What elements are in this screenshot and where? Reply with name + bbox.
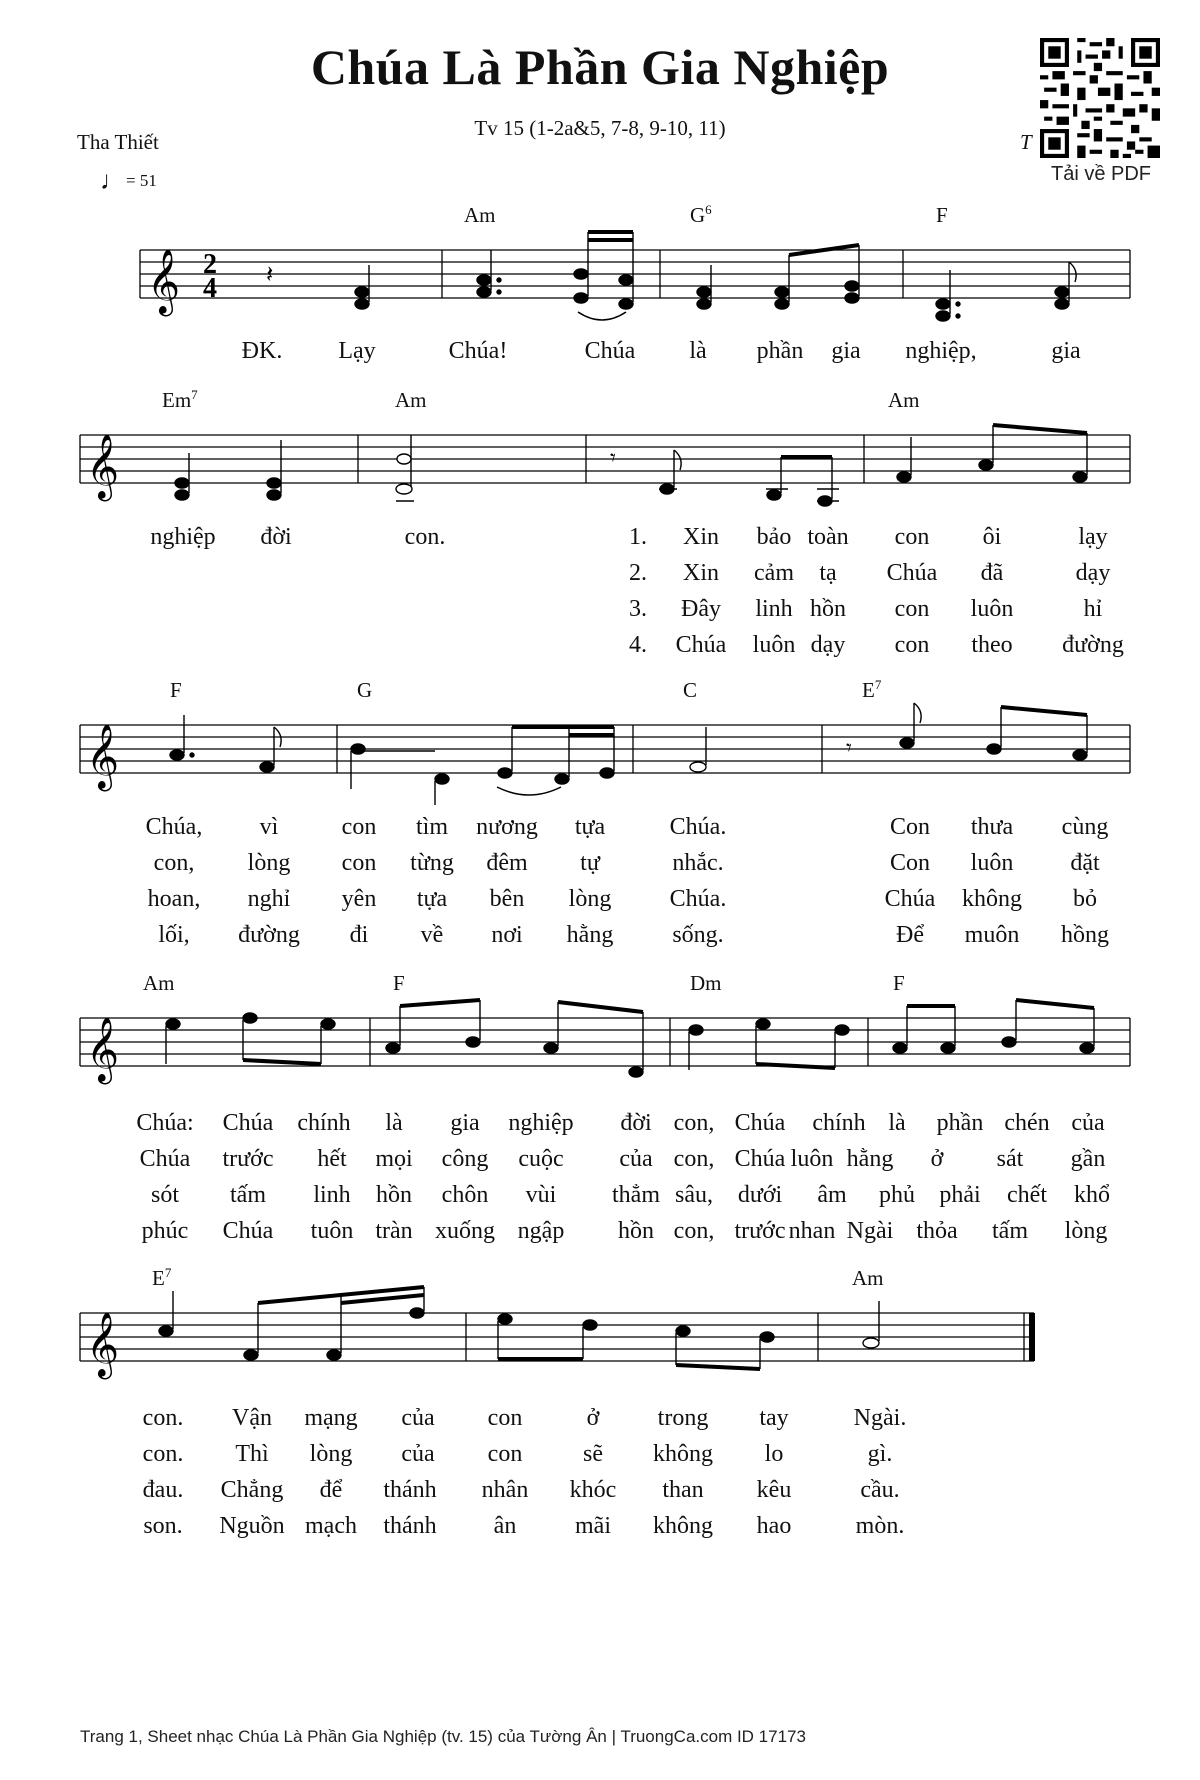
chord-symbol: $G^6$ [690, 202, 712, 227]
lyric-word: Chúa [222, 1110, 274, 1136]
lyric-word: thỏa [916, 1218, 958, 1244]
lyric-word: kêu [756, 1477, 792, 1503]
lyric-word: cầu. [860, 1477, 900, 1503]
lyric-word: theo [971, 632, 1013, 658]
lyric-word: của [619, 1146, 653, 1172]
eighth-rest-icon: 𝄾 [610, 446, 616, 471]
lyric-word: hằng [846, 1146, 894, 1172]
lyric-word: muôn [964, 922, 1020, 948]
lyric-word: con [894, 596, 930, 622]
lyric-word: vùi [525, 1182, 557, 1208]
lyric-word: phủ [879, 1182, 915, 1208]
lyric-word: tạ [819, 560, 837, 586]
lyric-word: Đây [681, 596, 721, 622]
lyric-word: hồn [810, 596, 846, 622]
lyric-word: gì. [867, 1441, 893, 1467]
lyric-word: xuống [435, 1218, 495, 1244]
lyric-word: luôn [970, 850, 1014, 876]
lyric-word: thưa [970, 814, 1014, 840]
chord-symbol: F [393, 971, 405, 995]
lyric-word: Thì [235, 1441, 269, 1467]
lyric-word: con, [153, 850, 195, 876]
lyric-word: trước [734, 1218, 786, 1244]
lyric-word: Con [889, 814, 931, 840]
lyric-word: từng [410, 850, 454, 876]
chord-symbol: C [683, 678, 698, 702]
lyric-word: bảo [756, 524, 792, 550]
lyric-word: âm [817, 1182, 847, 1208]
lyric-word: con, [673, 1218, 715, 1244]
lyric-word: nghiệp [508, 1110, 574, 1136]
lyric-word: chôn [441, 1182, 489, 1208]
lyric-word: của [401, 1405, 435, 1431]
lyric-word: con [487, 1441, 523, 1467]
lyric-word: cảm [754, 560, 794, 586]
footer-separator: | [611, 1727, 621, 1746]
lyric-word: son. [143, 1513, 183, 1539]
tempo-marking [100, 166, 157, 196]
lyric-word: sát [996, 1146, 1024, 1172]
lyric-word: không [962, 886, 1022, 912]
lyric-word: lòng [247, 850, 291, 876]
lyric-word: Chúa! [448, 338, 508, 364]
lyric-word: Chúa [584, 338, 636, 364]
lyric-word: con [894, 632, 930, 658]
lyric-word: nghiệp [150, 524, 216, 550]
lyric-word: tựa [416, 886, 448, 912]
lyric-word: phần [756, 338, 804, 364]
lyric-word: con [341, 814, 377, 840]
lyric-word: hết [317, 1146, 347, 1172]
lyric-word: con. [404, 524, 446, 550]
page-footer [80, 1727, 806, 1747]
lyric-word: tay [759, 1405, 789, 1431]
lyric-word: lòng [568, 886, 612, 912]
lyric-word: nghiệp, [905, 338, 977, 364]
quarter-note-icon: ♩ [100, 166, 126, 195]
lyric-word: phần [936, 1110, 984, 1136]
lyric-word: chết [1007, 1182, 1047, 1208]
song-title: Chúa Là Phần Gia Nghiệp [310, 39, 890, 95]
lyric-word: nhan [788, 1218, 836, 1244]
lyric-word: đặt [1070, 850, 1100, 876]
lyric-word: phúc [141, 1218, 189, 1244]
lyric-word: linh [313, 1182, 351, 1208]
lyric-word: Xin [683, 524, 719, 550]
lyric-word: tựa [574, 814, 606, 840]
chord-symbol: F [170, 678, 182, 702]
style-marking: Tha Thiết [77, 130, 159, 154]
lyric-word: tự [580, 850, 600, 876]
lyric-word: Ngài [846, 1218, 894, 1244]
eighth-rest-icon: 𝄾 [846, 736, 852, 761]
lyric-word: Chúa. [669, 814, 727, 840]
lyric-word: của [401, 1441, 435, 1467]
chord-symbol: Am [888, 388, 920, 412]
lyric-word: lòng [309, 1441, 353, 1467]
chord-symbol: Am [464, 203, 496, 227]
lyric-word: lo [764, 1441, 784, 1467]
chord-symbol: G [357, 678, 373, 702]
lyric-word: Chúa [886, 560, 938, 586]
chord-symbol: Em$^7$ [162, 387, 198, 412]
treble-clef-icon: 𝄞 [147, 249, 181, 314]
lyric-word: hỉ [1083, 596, 1103, 622]
lyric-word: bên [489, 886, 525, 912]
qr-code-icon[interactable] [1040, 38, 1160, 158]
lyric-word: dạy [1075, 560, 1111, 586]
lyric-word: phải [939, 1182, 981, 1208]
lyric-word: Chúa [734, 1110, 786, 1136]
lyric-word: Vận [232, 1405, 272, 1431]
chord-symbol: F [936, 203, 948, 227]
lyric-word: Chúa [139, 1146, 191, 1172]
lyric-word: sâu, [675, 1182, 713, 1208]
lyric-word: trong [657, 1405, 709, 1431]
lyric-word: linh [755, 596, 793, 622]
lyric-word: vì [259, 814, 279, 840]
lyric-word: đi [349, 922, 369, 948]
lyric-word: mạch [305, 1513, 357, 1539]
tempo-value: = 51 [126, 171, 157, 190]
lyric-word: ôi [982, 524, 1002, 550]
lyric-word: tấm [992, 1218, 1028, 1244]
lyric-word: Con [889, 850, 931, 876]
lyric-word: nhân [481, 1477, 529, 1503]
lyric-word: luôn [790, 1146, 834, 1172]
lyric-word: đường [1062, 632, 1124, 658]
lyric-word: nghỉ [247, 886, 291, 912]
lyric-word: tìm [415, 814, 449, 840]
chord-symbol: $E^7$ [862, 677, 882, 702]
lyric-word: ở [930, 1146, 944, 1172]
psalm-reference: Tv 15 (1-2a&5, 7-8, 9-10, 11) [474, 116, 726, 140]
lyric-word: Xin [683, 560, 719, 586]
lyric-word: là [689, 338, 707, 364]
lyric-word: để [319, 1477, 343, 1503]
lyric-word: Chúa. [669, 886, 727, 912]
composer-partial: T [1020, 130, 1032, 154]
lyric-word: chén [1004, 1110, 1050, 1136]
lyric-word: Chúa [884, 886, 936, 912]
lyric-word: khóc [569, 1477, 617, 1503]
lyric-word: dạy [810, 632, 846, 658]
lyric-word: về [420, 922, 444, 948]
lyric-word: luôn [970, 596, 1014, 622]
lyric-word: ĐK. [241, 338, 283, 364]
lyric-word: Chúa, [145, 814, 203, 840]
lyric-word: tuôn [310, 1218, 354, 1244]
lyric-word: không [653, 1513, 713, 1539]
chord-symbol: Am [395, 388, 427, 412]
lyric-word: con. [142, 1441, 184, 1467]
lyric-word: tràn [375, 1218, 413, 1244]
lyric-word: luôn [752, 632, 796, 658]
staff-system-4 [0, 978, 1200, 1098]
chord-symbol: Dm [690, 971, 722, 995]
chord-symbol: Am [852, 1266, 884, 1290]
time-sig-bottom: 4 [203, 273, 217, 304]
lyric-word: lối, [158, 922, 190, 948]
staff-system-2 [0, 395, 1200, 515]
lyric-word: gần [1070, 1146, 1106, 1172]
lyric-word: hồn [376, 1182, 412, 1208]
lyric-word: gia [1051, 338, 1081, 364]
lyric-word: mọi [375, 1146, 413, 1172]
lyric-word: 1. [629, 524, 647, 550]
treble-clef-icon: 𝄞 [86, 724, 120, 789]
lyric-word: Chúa: [136, 1110, 194, 1136]
lyric-word: Chúa [222, 1218, 274, 1244]
lyric-word: đau. [142, 1477, 184, 1503]
lyric-word: con. [142, 1405, 184, 1431]
lyric-word: không [653, 1441, 713, 1467]
lyric-word: 3. [629, 596, 647, 622]
lyric-word: chính [812, 1110, 866, 1136]
lyric-word: gia [831, 338, 861, 364]
lyric-word: là [385, 1110, 403, 1136]
treble-clef-icon: 𝄞 [86, 1017, 120, 1082]
lyric-word: Ngài. [853, 1405, 907, 1431]
lyric-word: tấm [230, 1182, 266, 1208]
lyric-word: nhắc. [672, 850, 724, 876]
staff-system-1 [0, 210, 1200, 330]
lyric-word: con [341, 850, 377, 876]
lyric-word: sống. [672, 922, 724, 948]
lyric-word: khổ [1074, 1182, 1110, 1208]
lyric-word: con [894, 524, 930, 550]
staff-system-3 [0, 685, 1200, 805]
lyric-word: Chúa [675, 632, 727, 658]
lyric-word: Nguồn [219, 1513, 285, 1539]
treble-clef-icon: 𝄞 [86, 1312, 120, 1377]
lyric-word: bỏ [1073, 886, 1097, 912]
chord-symbol: $E^7$ [152, 1265, 172, 1290]
lyric-word: yên [341, 886, 377, 912]
lyric-word: toàn [807, 524, 849, 550]
lyric-word: đời [620, 1110, 652, 1136]
lyric-word: con, [673, 1146, 715, 1172]
lyric-word: mạng [304, 1405, 358, 1431]
lyric-word: Chẳng [220, 1477, 284, 1503]
lyric-word: nương [476, 814, 538, 840]
lyric-word: cuộc [518, 1146, 564, 1172]
lyric-word: hoan, [147, 886, 201, 912]
lyric-word: hồn [618, 1218, 654, 1244]
time-sig-top: 2 [203, 249, 217, 280]
lyric-word: than [662, 1477, 704, 1503]
lyric-word: Lạy [338, 338, 376, 364]
lyric-word: con [487, 1405, 523, 1431]
lyric-word: mãi [575, 1513, 611, 1539]
download-pdf-link[interactable]: Tải về PDF [1050, 163, 1152, 185]
lyric-word: ở [586, 1405, 600, 1431]
lyric-word: Chúa [734, 1146, 786, 1172]
lyric-word: sót [150, 1182, 180, 1208]
lyric-word: là [888, 1110, 906, 1136]
lyric-word: trước [222, 1146, 274, 1172]
chord-symbol: F [893, 971, 905, 995]
lyric-word: lòng [1064, 1218, 1108, 1244]
lyric-word: cùng [1061, 814, 1109, 840]
lyric-word: thánh [383, 1477, 437, 1503]
lyric-word: thẳm [612, 1182, 660, 1208]
lyric-word: chính [297, 1110, 351, 1136]
treble-clef-icon: 𝄞 [86, 434, 120, 499]
lyric-word: ân [493, 1513, 517, 1539]
final-barline [1029, 1313, 1035, 1361]
lyric-word: thánh [383, 1513, 437, 1539]
lyric-word: con, [673, 1110, 715, 1136]
lyric-word: 2. [629, 560, 647, 586]
lyric-word: đời [260, 524, 292, 550]
lyric-word: Để [896, 922, 924, 948]
quarter-rest-icon: 𝄽 [266, 260, 274, 288]
lyric-word: công [441, 1146, 489, 1172]
lyric-word: nơi [491, 922, 523, 948]
lyric-word: đêm [486, 850, 528, 876]
lyric-word: hồng [1061, 922, 1109, 948]
lyric-word: dưới [737, 1182, 783, 1208]
staff-system-5 [0, 1273, 1200, 1393]
lyric-word: hao [756, 1513, 792, 1539]
lyric-word: đường [238, 922, 300, 948]
chord-symbol: Am [143, 971, 175, 995]
lyric-word: của [1071, 1110, 1105, 1136]
lyric-word: 4. [629, 632, 647, 658]
lyric-word: lạy [1078, 524, 1108, 550]
footer-link[interactable]: TruongCa.com ID 17173 [620, 1727, 806, 1746]
footer-text: Trang 1, Sheet nhạc Chúa Là Phần Gia Nghiệp (tv. 15) của Tường Ân [80, 1727, 607, 1746]
lyric-word: sẽ [583, 1441, 603, 1467]
lyric-word: ngập [517, 1218, 565, 1244]
lyric-word: gia [450, 1110, 480, 1136]
lyric-word: hằng [566, 922, 614, 948]
lyric-word: đã [980, 560, 1004, 586]
lyric-word: mòn. [855, 1513, 905, 1539]
